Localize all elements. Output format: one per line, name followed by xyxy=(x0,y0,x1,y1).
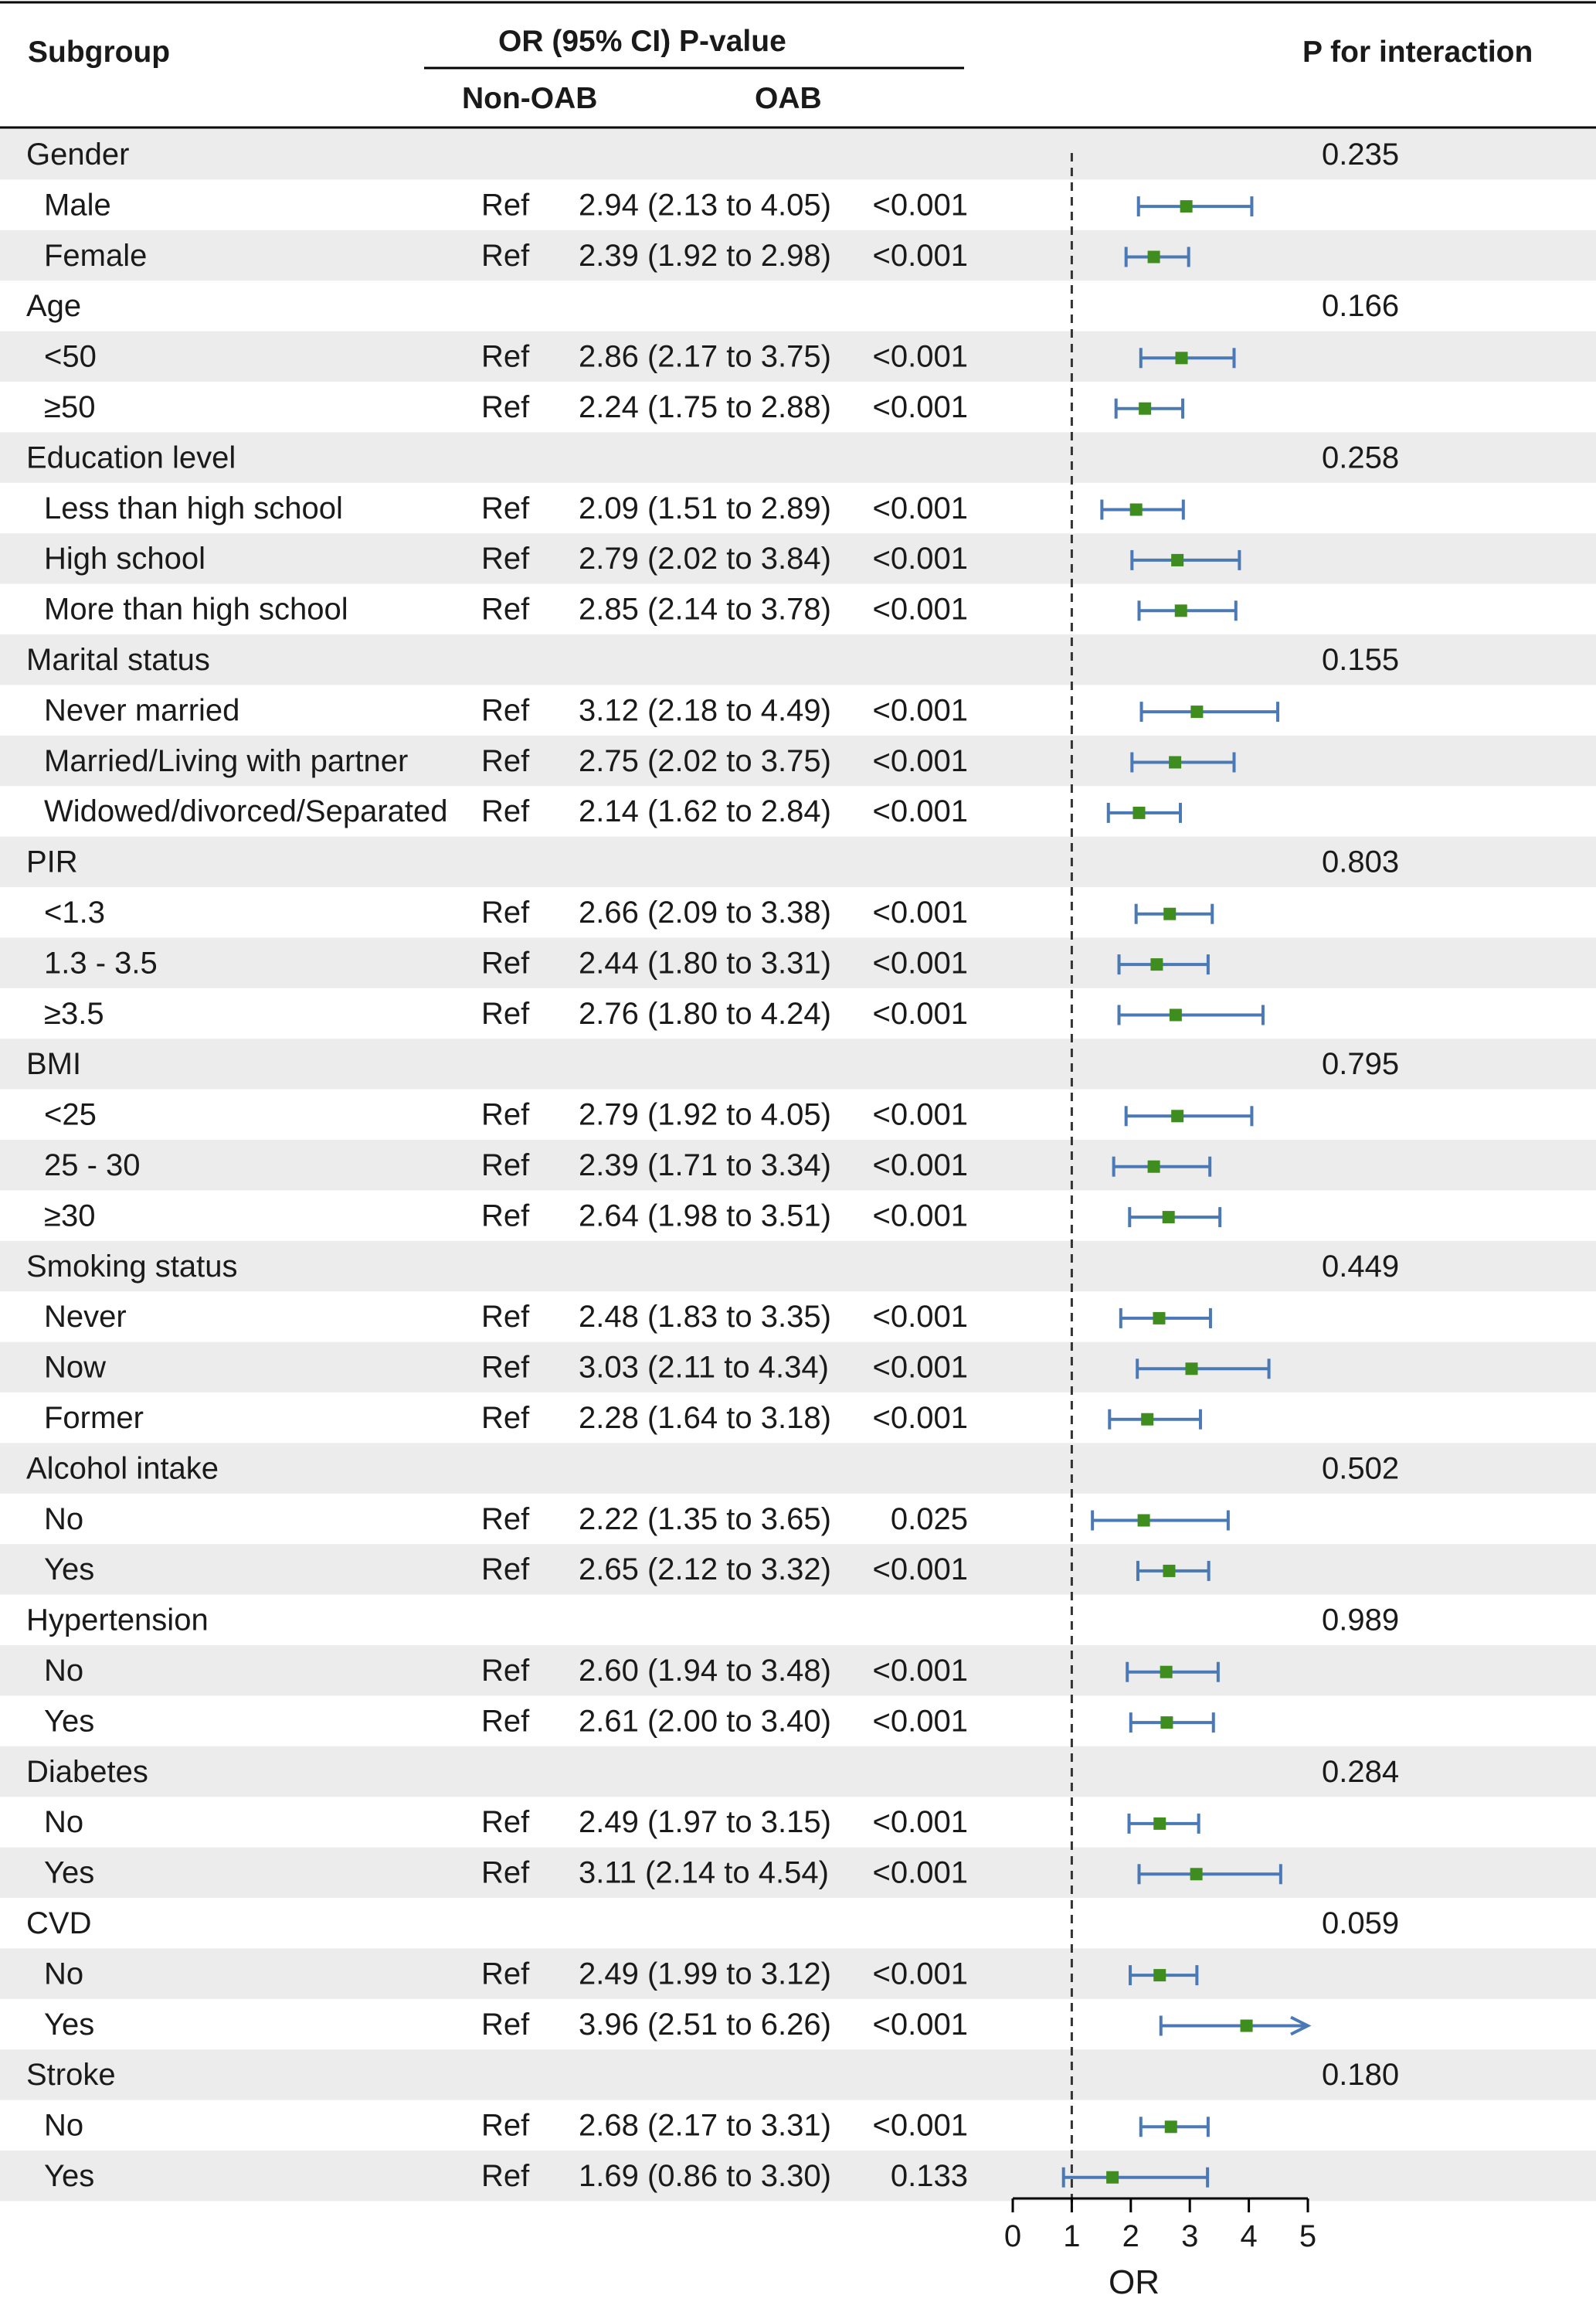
or-ci-text: 3.11 (2.14 to 4.54) xyxy=(579,1855,829,1890)
ref-label: Ref xyxy=(481,1552,530,1587)
p-interaction-value: 0.059 xyxy=(1322,1906,1400,1940)
or-ci-text: 2.79 (1.92 to 4.05) xyxy=(579,1097,831,1132)
or-point xyxy=(1163,1211,1175,1223)
p-value: 0.025 xyxy=(890,1501,968,1536)
p-value: <0.001 xyxy=(872,996,968,1031)
ref-label: Ref xyxy=(481,1704,530,1739)
ref-label: Ref xyxy=(481,743,530,778)
or-point xyxy=(1138,1515,1150,1527)
or-ci-text: 2.64 (1.98 to 3.51) xyxy=(579,1199,831,1233)
ref-label: Ref xyxy=(481,1199,530,1233)
p-value: <0.001 xyxy=(872,1199,968,1233)
ref-label: Ref xyxy=(481,1097,530,1132)
or-ci-text: 2.75 (2.02 to 3.75) xyxy=(579,743,831,778)
p-value: <0.001 xyxy=(872,339,968,374)
subgroup-label: 25 - 30 xyxy=(44,1148,141,1182)
group-label: Hypertension xyxy=(26,1603,209,1637)
or-point xyxy=(1130,504,1143,516)
or-ci-text: 3.96 (2.51 to 6.26) xyxy=(579,2007,831,2042)
or-ci-text: 2.65 (2.12 to 3.32) xyxy=(579,1552,831,1587)
p-value: <0.001 xyxy=(872,1654,968,1688)
p-interaction-value: 0.989 xyxy=(1322,1603,1400,1637)
ref-label: Ref xyxy=(481,1957,530,1991)
group-label: CVD xyxy=(26,1906,92,1940)
p-value: <0.001 xyxy=(872,238,968,273)
or-ci-text: 2.22 (1.35 to 3.65) xyxy=(579,1501,831,1536)
or-point xyxy=(1190,1868,1203,1880)
subgroup-label: No xyxy=(44,1957,84,1991)
p-value: <0.001 xyxy=(872,1855,968,1890)
ref-label: Ref xyxy=(481,2007,530,2042)
p-interaction-value: 0.449 xyxy=(1322,1249,1400,1284)
subgroup-label: Less than high school xyxy=(44,491,343,525)
or-ci-text: 2.24 (1.75 to 2.88) xyxy=(579,390,831,424)
ref-label: Ref xyxy=(481,188,530,223)
or-ci-text: 2.39 (1.92 to 2.98) xyxy=(579,238,831,273)
group-label: Stroke xyxy=(26,2058,116,2093)
subgroup-label: High school xyxy=(44,542,206,576)
group-label: Alcohol intake xyxy=(26,1451,219,1486)
ref-label: Ref xyxy=(481,1855,530,1890)
subgroup-label: No xyxy=(44,1654,84,1688)
ref-label: Ref xyxy=(481,996,530,1031)
subgroup-label: Former xyxy=(44,1401,144,1435)
subgroup-label: Female xyxy=(44,238,148,273)
subgroup-label: Yes xyxy=(44,2159,95,2193)
subgroup-label: Yes xyxy=(44,1855,95,1890)
p-value: <0.001 xyxy=(872,1148,968,1182)
p-interaction-value: 0.180 xyxy=(1322,2058,1400,2093)
subgroup-label: <50 xyxy=(44,339,97,374)
ref-label: Ref xyxy=(481,2159,530,2193)
p-value: <0.001 xyxy=(872,491,968,525)
p-interaction-value: 0.284 xyxy=(1322,1754,1400,1789)
or-ci-text: 2.39 (1.71 to 3.34) xyxy=(579,1148,831,1182)
p-value: <0.001 xyxy=(872,1350,968,1385)
group-label: PIR xyxy=(26,845,78,879)
ref-label: Ref xyxy=(481,542,530,576)
p-value: <0.001 xyxy=(872,1552,968,1587)
group-label: Age xyxy=(26,289,82,324)
ref-label: Ref xyxy=(481,794,530,829)
ref-label: Ref xyxy=(481,592,530,627)
p-value: <0.001 xyxy=(872,1300,968,1335)
header-group-title: OR (95% CI) P-value xyxy=(498,25,786,58)
or-point xyxy=(1176,352,1188,364)
or-ci-text: 2.28 (1.64 to 3.18) xyxy=(579,1401,831,1435)
or-ci-text: 2.66 (2.09 to 3.38) xyxy=(579,896,831,930)
or-point xyxy=(1160,1666,1173,1678)
ref-label: Ref xyxy=(481,693,530,728)
x-tick-label: 4 xyxy=(1240,2219,1258,2253)
p-interaction-value: 0.803 xyxy=(1322,845,1400,879)
subgroup-label: Never xyxy=(44,1300,127,1335)
header-p-interaction: P for interaction xyxy=(1302,36,1533,69)
x-tick-label: 3 xyxy=(1181,2219,1199,2253)
ref-label: Ref xyxy=(481,1654,530,1688)
or-point xyxy=(1150,958,1163,971)
or-point xyxy=(1241,2020,1253,2032)
or-point xyxy=(1171,1110,1183,1122)
or-point xyxy=(1163,1565,1175,1577)
subgroup-label: 1.3 - 3.5 xyxy=(44,946,158,981)
subgroup-label: Yes xyxy=(44,2007,95,2042)
or-ci-text: 2.68 (2.17 to 3.31) xyxy=(579,2108,831,2143)
or-point xyxy=(1153,1969,1166,1981)
p-value: <0.001 xyxy=(872,794,968,829)
subgroup-label: Now xyxy=(44,1350,107,1385)
p-value: <0.001 xyxy=(872,896,968,930)
or-point xyxy=(1175,604,1187,617)
subgroup-label: No xyxy=(44,1805,84,1840)
subgroup-label: Married/Living with partner xyxy=(44,743,409,778)
or-point xyxy=(1153,1312,1165,1324)
p-value: <0.001 xyxy=(872,1957,968,1991)
header-non-oab: Non-OAB xyxy=(462,82,598,115)
or-point xyxy=(1106,2171,1119,2184)
or-point xyxy=(1139,403,1151,415)
or-point xyxy=(1171,554,1183,566)
x-tick-label: 1 xyxy=(1063,2219,1081,2253)
x-tick-label: 5 xyxy=(1299,2219,1317,2253)
ref-label: Ref xyxy=(481,491,530,525)
or-point xyxy=(1185,1362,1197,1375)
subgroup-label: ≥30 xyxy=(44,1199,96,1233)
ref-label: Ref xyxy=(481,390,530,424)
p-value: <0.001 xyxy=(872,946,968,981)
or-point xyxy=(1165,2120,1177,2133)
or-point xyxy=(1169,757,1181,769)
or-ci-text: 3.12 (2.18 to 4.49) xyxy=(579,693,831,728)
p-interaction-value: 0.258 xyxy=(1322,440,1400,475)
p-value: <0.001 xyxy=(872,188,968,223)
p-interaction-value: 0.502 xyxy=(1322,1451,1400,1486)
group-label: Education level xyxy=(26,440,236,475)
or-point xyxy=(1132,807,1145,819)
subgroup-label: Male xyxy=(44,188,111,223)
subgroup-label: More than high school xyxy=(44,592,348,627)
p-value: <0.001 xyxy=(872,1097,968,1132)
subgroup-label: No xyxy=(44,1501,84,1536)
p-interaction-value: 0.155 xyxy=(1322,643,1400,677)
ref-label: Ref xyxy=(481,1805,530,1840)
ref-label: Ref xyxy=(481,2108,530,2143)
ref-label: Ref xyxy=(481,946,530,981)
header-oab: OAB xyxy=(755,82,822,115)
x-axis xyxy=(1004,2198,1316,2301)
or-point xyxy=(1190,706,1203,718)
p-value: <0.001 xyxy=(872,2007,968,2042)
p-interaction-value: 0.166 xyxy=(1322,289,1400,324)
ref-label: Ref xyxy=(481,238,530,273)
x-tick-label: 2 xyxy=(1122,2219,1139,2253)
ref-label: Ref xyxy=(481,339,530,374)
x-axis-label: OR xyxy=(1109,2263,1160,2301)
or-ci-text: 2.76 (1.80 to 4.24) xyxy=(579,996,831,1031)
or-ci-text: 2.79 (2.02 to 3.84) xyxy=(579,542,831,576)
or-ci-text: 2.86 (2.17 to 3.75) xyxy=(579,339,831,374)
ref-label: Ref xyxy=(481,1148,530,1182)
ref-label: Ref xyxy=(481,1350,530,1385)
p-interaction-value: 0.795 xyxy=(1322,1047,1400,1082)
subgroup-label: ≥50 xyxy=(44,390,96,424)
or-point xyxy=(1160,1716,1173,1729)
subgroup-label: Yes xyxy=(44,1552,95,1587)
or-point xyxy=(1153,1817,1166,1830)
p-value: <0.001 xyxy=(872,1401,968,1435)
or-ci-text: 2.60 (1.94 to 3.48) xyxy=(579,1654,831,1688)
or-ci-text: 2.09 (1.51 to 2.89) xyxy=(579,491,831,525)
or-point xyxy=(1163,908,1176,920)
or-ci-text: 2.49 (1.97 to 3.15) xyxy=(579,1805,831,1840)
or-ci-text: 2.85 (2.14 to 3.78) xyxy=(579,592,831,627)
p-value: <0.001 xyxy=(872,693,968,728)
p-value: <0.001 xyxy=(872,1805,968,1840)
p-value: <0.001 xyxy=(872,592,968,627)
group-label: BMI xyxy=(26,1047,82,1082)
p-value: <0.001 xyxy=(872,390,968,424)
or-ci-text: 2.61 (2.00 to 3.40) xyxy=(579,1704,831,1739)
subgroup-label: <25 xyxy=(44,1097,97,1132)
ref-label: Ref xyxy=(481,1300,530,1335)
x-tick-label: 0 xyxy=(1003,2219,1022,2253)
or-ci-text: 1.69 (0.86 to 3.30) xyxy=(579,2159,831,2193)
p-value: <0.001 xyxy=(872,1704,968,1739)
subgroup-label: ≥3.5 xyxy=(44,996,104,1031)
p-value: <0.001 xyxy=(872,542,968,576)
or-ci-text: 2.94 (2.13 to 4.05) xyxy=(579,188,831,223)
group-label: Diabetes xyxy=(26,1754,148,1789)
p-value: 0.133 xyxy=(890,2159,968,2193)
group-label: Smoking status xyxy=(26,1249,238,1284)
ref-label: Ref xyxy=(481,1401,530,1435)
subgroup-label: Never married xyxy=(44,693,240,728)
p-value: <0.001 xyxy=(872,2108,968,2143)
p-interaction-value: 0.235 xyxy=(1322,138,1400,172)
subgroup-label: <1.3 xyxy=(44,896,105,930)
subgroup-label: Widowed/divorced/Separated xyxy=(44,794,448,829)
group-label: Marital status xyxy=(26,643,210,677)
p-value: <0.001 xyxy=(872,743,968,778)
subgroup-label: Yes xyxy=(44,1704,95,1739)
or-point xyxy=(1170,1009,1182,1022)
or-point xyxy=(1148,1161,1160,1173)
or-ci-text: 3.03 (2.11 to 4.34) xyxy=(579,1350,829,1385)
or-ci-text: 2.49 (1.99 to 3.12) xyxy=(579,1957,831,1991)
or-point xyxy=(1141,1413,1153,1426)
or-ci-text: 2.14 (1.62 to 2.84) xyxy=(579,794,831,829)
header-subgroup: Subgroup xyxy=(28,36,171,69)
or-ci-text: 2.48 (1.83 to 3.35) xyxy=(579,1300,831,1335)
or-point xyxy=(1180,200,1193,213)
or-point xyxy=(1148,251,1160,264)
or-ci-text: 2.44 (1.80 to 3.31) xyxy=(579,946,831,981)
group-label: Gender xyxy=(26,138,130,172)
ref-label: Ref xyxy=(481,1501,530,1536)
subgroup-label: No xyxy=(44,2108,84,2143)
ref-label: Ref xyxy=(481,896,530,930)
